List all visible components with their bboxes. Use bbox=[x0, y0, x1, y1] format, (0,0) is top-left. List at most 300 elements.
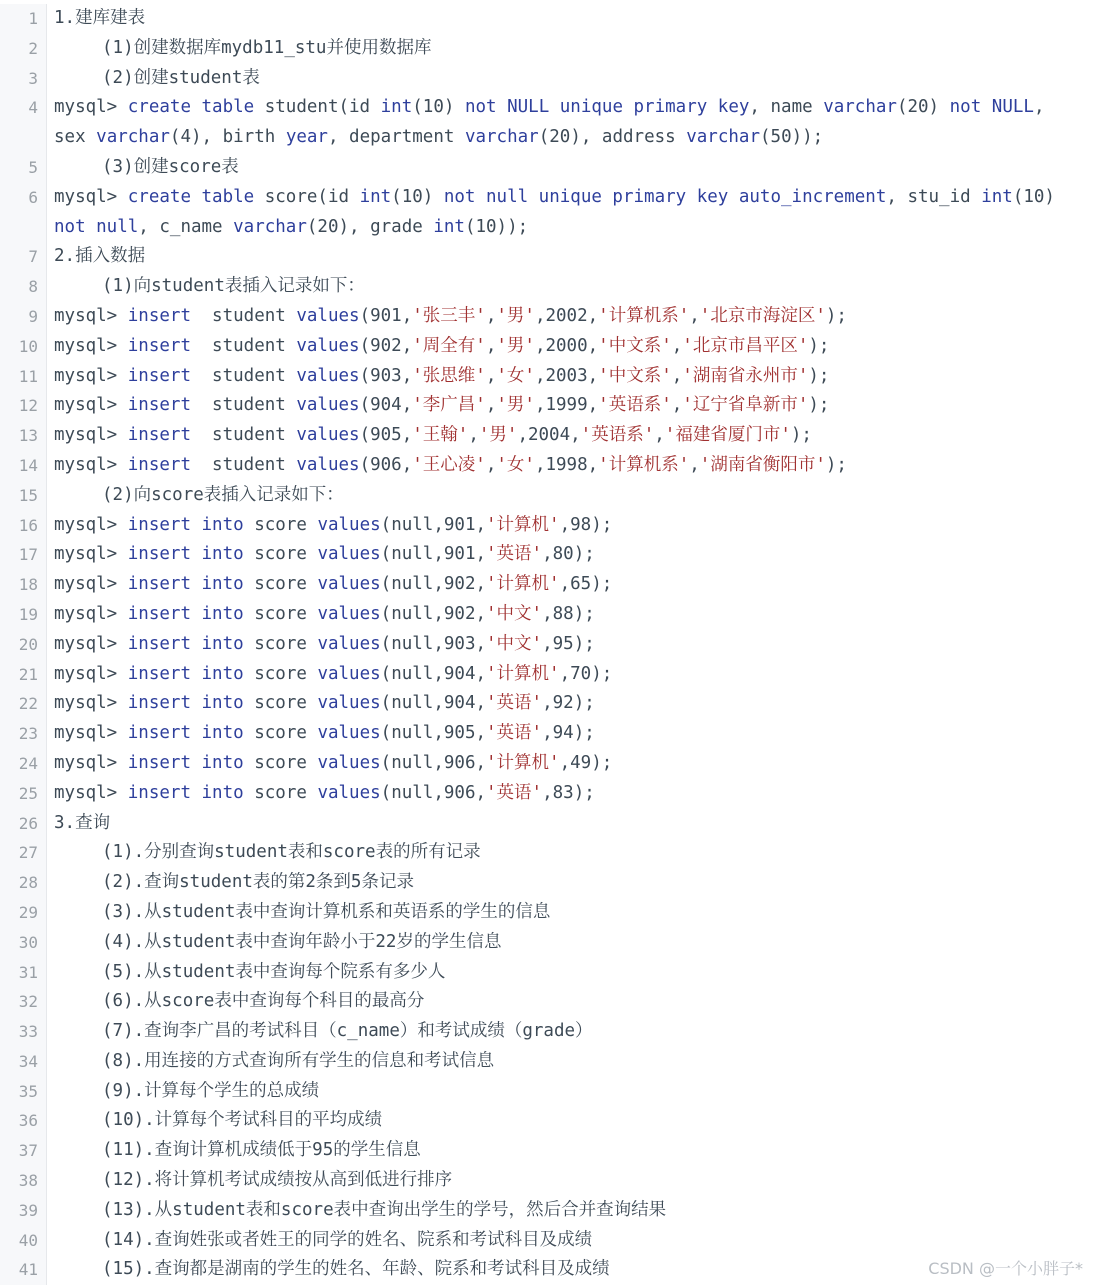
code-token: '王心凌' bbox=[412, 454, 486, 475]
code-token: (1)创建数据库mydb11_stu并使用数据库 bbox=[102, 37, 432, 58]
code-token: , c_name bbox=[138, 216, 234, 237]
code-token: values bbox=[317, 782, 381, 803]
code-line bbox=[0, 1017, 1095, 1047]
code-token: mysql> bbox=[54, 186, 128, 207]
code-token: insert bbox=[127, 305, 191, 326]
code-token: '英语' bbox=[486, 693, 543, 714]
code-token: values bbox=[317, 633, 381, 654]
line-number: 1 bbox=[28, 9, 38, 28]
code-token: ,83); bbox=[542, 782, 595, 803]
code-token: values bbox=[317, 603, 381, 624]
code-token: , bbox=[671, 395, 683, 416]
code-token: year bbox=[285, 127, 328, 148]
line-number: 5 bbox=[28, 157, 38, 177]
code-token: values bbox=[317, 693, 381, 714]
line-number: 17 bbox=[18, 545, 38, 565]
code-token: values bbox=[296, 454, 360, 475]
code-line bbox=[0, 421, 1095, 451]
line-number: 24 bbox=[18, 753, 38, 773]
code-token: ,98); bbox=[559, 514, 613, 535]
code-token: '福建省厦门市' bbox=[664, 425, 791, 446]
code-line bbox=[0, 1136, 1095, 1166]
code-token: '英语' bbox=[486, 544, 543, 565]
code-text bbox=[46, 779, 1095, 809]
code-text bbox=[46, 838, 1095, 868]
code-token: ); bbox=[808, 335, 830, 356]
code-token: score bbox=[243, 663, 318, 684]
code-token: insert into bbox=[127, 514, 244, 535]
code-token: not null bbox=[54, 216, 139, 237]
code-token: student(id bbox=[254, 97, 381, 118]
line-number: 10 bbox=[18, 336, 38, 356]
code-line bbox=[0, 64, 1095, 94]
code-token: '李广昌' bbox=[412, 395, 486, 416]
code-text bbox=[46, 153, 1095, 183]
code-token: '计算机' bbox=[486, 663, 560, 684]
code-token: (2)创建student表 bbox=[102, 67, 260, 88]
code-token: , bbox=[485, 365, 497, 386]
code-token: mysql> bbox=[54, 752, 128, 773]
line-number: 12 bbox=[18, 396, 38, 416]
line-number: 7 bbox=[28, 247, 38, 267]
code-token: (2).查询student表的第2条到5条记录 bbox=[102, 872, 414, 893]
code-token: (20) bbox=[896, 97, 950, 118]
code-line bbox=[0, 272, 1095, 302]
code-token: mysql> bbox=[54, 335, 128, 356]
code-token: (null,902, bbox=[380, 574, 487, 595]
code-line bbox=[0, 660, 1095, 690]
code-token: mysql> bbox=[54, 97, 128, 118]
code-text bbox=[46, 630, 1095, 660]
code-text bbox=[46, 1196, 1095, 1226]
code-token: (10) bbox=[391, 186, 444, 207]
code-token: (11).查询计算机成绩低于95的学生信息 bbox=[102, 1140, 421, 1161]
code-line bbox=[0, 242, 1095, 272]
code-token: score bbox=[243, 544, 318, 565]
code-token: values bbox=[296, 365, 360, 386]
code-token: score bbox=[243, 603, 318, 624]
code-token: varchar bbox=[233, 216, 307, 237]
line-number: 39 bbox=[18, 1200, 38, 1220]
code-token: 1.建库建表 bbox=[54, 8, 146, 28]
code-token: insert bbox=[127, 395, 191, 416]
code-line bbox=[0, 1077, 1095, 1107]
code-text bbox=[46, 1106, 1095, 1136]
code-text bbox=[46, 183, 1095, 243]
code-line bbox=[0, 570, 1095, 600]
code-token: (null,905, bbox=[380, 723, 487, 744]
code-line bbox=[0, 630, 1095, 660]
code-token: (null,903, bbox=[380, 633, 487, 654]
line-number: 27 bbox=[18, 843, 38, 863]
code-line bbox=[0, 1047, 1095, 1077]
code-token: insert into bbox=[127, 723, 244, 744]
code-line bbox=[0, 540, 1095, 570]
code-token: ,1999, bbox=[534, 395, 599, 416]
code-token: ,70); bbox=[559, 663, 613, 684]
line-number: 41 bbox=[18, 1260, 38, 1280]
code-viewer bbox=[0, 4, 1095, 1285]
code-token: insert into bbox=[127, 574, 244, 595]
code-token: '王翰' bbox=[412, 425, 469, 446]
code-token: 3.查询 bbox=[54, 812, 111, 833]
code-text bbox=[46, 600, 1095, 630]
code-token: ,1998, bbox=[534, 454, 599, 475]
line-number: 19 bbox=[18, 604, 38, 624]
code-text bbox=[46, 660, 1095, 690]
code-token: values bbox=[296, 425, 360, 446]
code-text bbox=[46, 481, 1095, 511]
code-text bbox=[46, 64, 1095, 94]
code-token: , bbox=[468, 425, 479, 446]
line-number: 35 bbox=[18, 1081, 38, 1101]
code-token: '英语' bbox=[486, 782, 543, 803]
code-line bbox=[0, 958, 1095, 988]
code-token: , bbox=[654, 425, 665, 446]
line-number: 31 bbox=[18, 962, 38, 982]
line-number: 25 bbox=[18, 783, 38, 803]
code-line bbox=[0, 898, 1095, 928]
code-token: student bbox=[190, 365, 297, 386]
line-number: 20 bbox=[18, 634, 38, 654]
code-token: (3)创建score表 bbox=[102, 156, 239, 177]
code-token: ,65); bbox=[559, 574, 613, 595]
code-token: (1)向student表插入记录如下： bbox=[102, 276, 365, 297]
code-token: (904, bbox=[359, 395, 413, 416]
code-token: (9).计算每个学生的总成绩 bbox=[102, 1080, 320, 1101]
code-token: ,92); bbox=[542, 693, 595, 714]
line-number: 26 bbox=[18, 813, 38, 833]
line-number: 30 bbox=[18, 932, 38, 952]
code-token: '男' bbox=[478, 425, 518, 446]
code-token: insert into bbox=[127, 663, 244, 684]
code-token: '女' bbox=[496, 365, 535, 386]
code-token: int bbox=[981, 186, 1013, 207]
code-token: '男' bbox=[496, 335, 535, 356]
line-number: 36 bbox=[18, 1111, 38, 1131]
code-token: (null,902, bbox=[380, 603, 487, 624]
code-token: '中文系' bbox=[598, 335, 672, 356]
code-token: not NULL unique primary key bbox=[464, 97, 750, 118]
line-number: 3 bbox=[28, 68, 38, 88]
code-token: ,88); bbox=[542, 603, 595, 624]
code-token: insert into bbox=[127, 752, 244, 773]
code-line bbox=[0, 928, 1095, 958]
code-token: (906, bbox=[359, 454, 413, 475]
code-text bbox=[46, 898, 1095, 928]
code-token: (10).计算每个考试科目的平均成绩 bbox=[102, 1110, 383, 1131]
code-token: (14).查询姓张或者姓王的同学的姓名、院系和考试科目及成绩 bbox=[102, 1229, 593, 1250]
code-token: '计算机系' bbox=[598, 305, 690, 326]
line-number: 33 bbox=[18, 1022, 38, 1042]
code-token: ,94); bbox=[542, 723, 595, 744]
code-line bbox=[0, 93, 1095, 153]
line-number: 23 bbox=[18, 724, 38, 744]
code-token: values bbox=[317, 723, 381, 744]
code-token: values bbox=[296, 305, 360, 326]
code-text bbox=[46, 1077, 1095, 1107]
code-token: '计算机' bbox=[486, 514, 560, 535]
code-token: , stu_id bbox=[886, 186, 982, 207]
code-token: (2)向score表插入记录如下： bbox=[102, 484, 344, 505]
code-line bbox=[0, 183, 1095, 243]
code-token: '英语' bbox=[486, 723, 543, 744]
code-text bbox=[46, 332, 1095, 362]
code-token: not null unique primary key auto_increment bbox=[443, 186, 887, 207]
code-token: '北京市昌平区' bbox=[682, 335, 809, 356]
code-line bbox=[0, 719, 1095, 749]
code-token: student bbox=[190, 395, 297, 416]
code-token: int bbox=[359, 186, 392, 207]
code-line bbox=[0, 987, 1095, 1017]
code-token: insert bbox=[127, 335, 191, 356]
line-number: 34 bbox=[18, 1051, 38, 1071]
code-token: student bbox=[190, 305, 297, 326]
code-line bbox=[0, 749, 1095, 779]
code-token: '周全有' bbox=[412, 335, 486, 356]
code-token: (null,901, bbox=[380, 514, 487, 535]
code-token: (5).从student表中查询每个院系有多少人 bbox=[102, 961, 446, 982]
code-token: ); bbox=[808, 395, 830, 416]
code-token: ,80); bbox=[542, 544, 595, 565]
code-token: values bbox=[317, 752, 381, 773]
code-token: varchar bbox=[823, 97, 897, 118]
code-line bbox=[0, 838, 1095, 868]
code-token: '中文' bbox=[486, 603, 543, 624]
code-token: (901, bbox=[359, 305, 413, 326]
code-token: , bbox=[689, 454, 700, 475]
code-line bbox=[0, 362, 1095, 392]
code-token: create table bbox=[127, 97, 255, 118]
code-text bbox=[46, 928, 1095, 958]
code-token: insert into bbox=[127, 603, 244, 624]
code-token: , bbox=[485, 454, 497, 475]
line-number: 11 bbox=[18, 366, 38, 386]
line-number: 9 bbox=[28, 306, 38, 326]
code-token: values bbox=[296, 395, 360, 416]
code-text bbox=[46, 570, 1095, 600]
code-text bbox=[46, 4, 1095, 34]
code-text bbox=[46, 987, 1095, 1017]
code-token: mysql> bbox=[54, 603, 128, 624]
code-token: mysql> bbox=[54, 395, 128, 416]
code-text bbox=[46, 421, 1095, 451]
code-token: varchar bbox=[686, 127, 760, 148]
code-text bbox=[46, 1166, 1095, 1196]
code-token: varchar bbox=[96, 127, 170, 148]
code-text bbox=[46, 540, 1095, 570]
code-token: '男' bbox=[496, 305, 535, 326]
code-token: , bbox=[485, 305, 497, 326]
code-line bbox=[0, 332, 1095, 362]
code-token: (20), grade bbox=[306, 216, 434, 237]
code-token: mysql> bbox=[54, 693, 128, 714]
code-token: (15).查询都是湖南的学生的姓名、年龄、院系和考试科目及成绩 bbox=[102, 1259, 610, 1280]
code-token: (12).将计算机考试成绩按从高到低进行排序 bbox=[102, 1170, 453, 1191]
code-line bbox=[0, 391, 1095, 421]
code-token: (10) bbox=[1012, 186, 1066, 207]
code-token: ); bbox=[825, 305, 847, 326]
code-token: , sex bbox=[54, 97, 1056, 148]
code-token: score bbox=[243, 782, 318, 803]
code-token: '英语系' bbox=[598, 395, 672, 416]
code-token: insert into bbox=[127, 544, 244, 565]
code-token: (3).从student表中查询计算机系和英语系的学生的信息 bbox=[102, 901, 551, 922]
code-token: '湖南省衡阳市' bbox=[699, 454, 826, 475]
code-line bbox=[0, 600, 1095, 630]
code-token: '中文系' bbox=[598, 365, 672, 386]
code-token: values bbox=[296, 335, 360, 356]
code-token: values bbox=[317, 663, 381, 684]
line-number: 6 bbox=[28, 187, 38, 207]
code-token: '中文' bbox=[486, 633, 543, 654]
code-text bbox=[46, 451, 1095, 481]
code-token: (1).分别查询student表和score表的所有记录 bbox=[102, 842, 481, 863]
code-token: student bbox=[190, 425, 297, 446]
code-token: (null,904, bbox=[380, 693, 487, 714]
line-number: 37 bbox=[18, 1141, 38, 1161]
code-text bbox=[46, 689, 1095, 719]
code-token: mysql> bbox=[54, 305, 128, 326]
code-line bbox=[0, 4, 1095, 34]
code-token: score bbox=[243, 514, 318, 535]
code-text bbox=[46, 958, 1095, 988]
code-token: create table bbox=[127, 186, 255, 207]
code-token: , bbox=[485, 335, 497, 356]
code-token: (null,901, bbox=[380, 544, 487, 565]
code-token: ,49); bbox=[559, 752, 613, 773]
code-token: insert bbox=[127, 365, 191, 386]
code-token: int bbox=[433, 216, 465, 237]
code-token: (10) bbox=[412, 97, 465, 118]
code-token: mysql> bbox=[54, 663, 128, 684]
line-number: 4 bbox=[28, 98, 38, 118]
code-text bbox=[46, 272, 1095, 302]
code-token: insert bbox=[127, 425, 191, 446]
code-text bbox=[46, 93, 1095, 153]
code-lines bbox=[0, 4, 1095, 1285]
line-number: 32 bbox=[18, 992, 38, 1012]
code-line bbox=[0, 451, 1095, 481]
code-token: not NULL bbox=[949, 97, 1034, 118]
line-number: 38 bbox=[18, 1171, 38, 1191]
code-token: score bbox=[243, 693, 318, 714]
code-text bbox=[46, 1047, 1095, 1077]
code-token: values bbox=[317, 574, 381, 595]
code-token: ); bbox=[808, 365, 830, 386]
code-token: mysql> bbox=[54, 425, 128, 446]
code-token: student bbox=[190, 454, 297, 475]
line-number: 2 bbox=[28, 38, 38, 58]
code-token: mysql> bbox=[54, 365, 128, 386]
code-text bbox=[46, 719, 1095, 749]
code-token: values bbox=[317, 544, 381, 565]
code-token: insert into bbox=[127, 782, 244, 803]
code-token: (13).从student表和score表中查询出学生的学号，然后合并查询结果 bbox=[102, 1199, 667, 1220]
code-token: (20), address bbox=[538, 127, 687, 148]
code-token: ,2000, bbox=[534, 335, 599, 356]
code-token: ,2004, bbox=[517, 425, 581, 446]
code-line bbox=[0, 779, 1095, 809]
line-number: 40 bbox=[18, 1230, 38, 1250]
watermark: CSDN @一个小胖子* bbox=[924, 1254, 1087, 1281]
line-number: 14 bbox=[18, 455, 38, 475]
code-token: (8).用连接的方式查询所有学生的信息和考试信息 bbox=[102, 1050, 495, 1071]
code-token: , department bbox=[327, 127, 465, 148]
line-number: 13 bbox=[18, 426, 38, 446]
code-token: (4).从student表中查询年龄小于22岁的学生信息 bbox=[102, 931, 502, 952]
code-token: (903, bbox=[359, 365, 413, 386]
code-token: (905, bbox=[359, 425, 413, 446]
code-text bbox=[46, 749, 1095, 779]
code-token: '湖南省永州市' bbox=[682, 365, 809, 386]
code-token: '张思维' bbox=[412, 365, 486, 386]
code-token: insert into bbox=[127, 633, 244, 654]
code-token: ,95); bbox=[542, 633, 595, 654]
code-token: int bbox=[380, 97, 413, 118]
code-line bbox=[0, 689, 1095, 719]
code-text bbox=[46, 302, 1095, 332]
code-token: (null,904, bbox=[380, 663, 487, 684]
code-token: ,2003, bbox=[534, 365, 599, 386]
code-text bbox=[46, 391, 1095, 421]
line-number: 29 bbox=[18, 902, 38, 922]
code-token: mysql> bbox=[54, 544, 128, 565]
code-line bbox=[0, 302, 1095, 332]
code-token: '女' bbox=[496, 454, 535, 475]
code-line bbox=[0, 1106, 1095, 1136]
code-token: (7).查询李广昌的考试科目（c_name）和考试成绩（grade） bbox=[102, 1021, 593, 1042]
code-token: , name bbox=[749, 97, 824, 118]
code-text bbox=[46, 242, 1095, 272]
code-line bbox=[0, 868, 1095, 898]
code-line bbox=[0, 1166, 1095, 1196]
code-line bbox=[0, 1196, 1095, 1226]
code-text bbox=[46, 362, 1095, 392]
code-line bbox=[0, 1226, 1095, 1256]
code-token: , bbox=[689, 305, 700, 326]
code-token: insert into bbox=[127, 693, 244, 714]
code-text bbox=[46, 1017, 1095, 1047]
code-token: values bbox=[317, 514, 381, 535]
line-number: 22 bbox=[18, 694, 38, 714]
code-line bbox=[0, 809, 1095, 839]
code-token: '辽宁省阜新市' bbox=[682, 395, 809, 416]
code-token: mysql> bbox=[54, 782, 128, 803]
code-token: (6).从score表中查询每个科目的最高分 bbox=[102, 991, 425, 1012]
code-token: '男' bbox=[496, 395, 535, 416]
code-token: (50)); bbox=[760, 127, 824, 148]
code-token: '计算机' bbox=[486, 752, 560, 773]
code-token: (null,906, bbox=[380, 752, 487, 773]
code-token: '北京市海淀区' bbox=[699, 305, 826, 326]
code-token: , bbox=[671, 335, 683, 356]
code-token: '张三丰' bbox=[412, 305, 486, 326]
line-number: 21 bbox=[18, 664, 38, 684]
code-token: (902, bbox=[359, 335, 413, 356]
code-text bbox=[46, 1226, 1095, 1256]
code-token: (null,906, bbox=[380, 782, 487, 803]
code-line bbox=[0, 481, 1095, 511]
code-token: '计算机' bbox=[486, 574, 560, 595]
code-token: score bbox=[243, 633, 318, 654]
code-token: score bbox=[243, 723, 318, 744]
code-line bbox=[0, 511, 1095, 541]
line-number: 18 bbox=[18, 575, 38, 595]
code-token: ); bbox=[825, 454, 847, 475]
code-token: score bbox=[243, 574, 318, 595]
code-token: '计算机系' bbox=[598, 454, 690, 475]
